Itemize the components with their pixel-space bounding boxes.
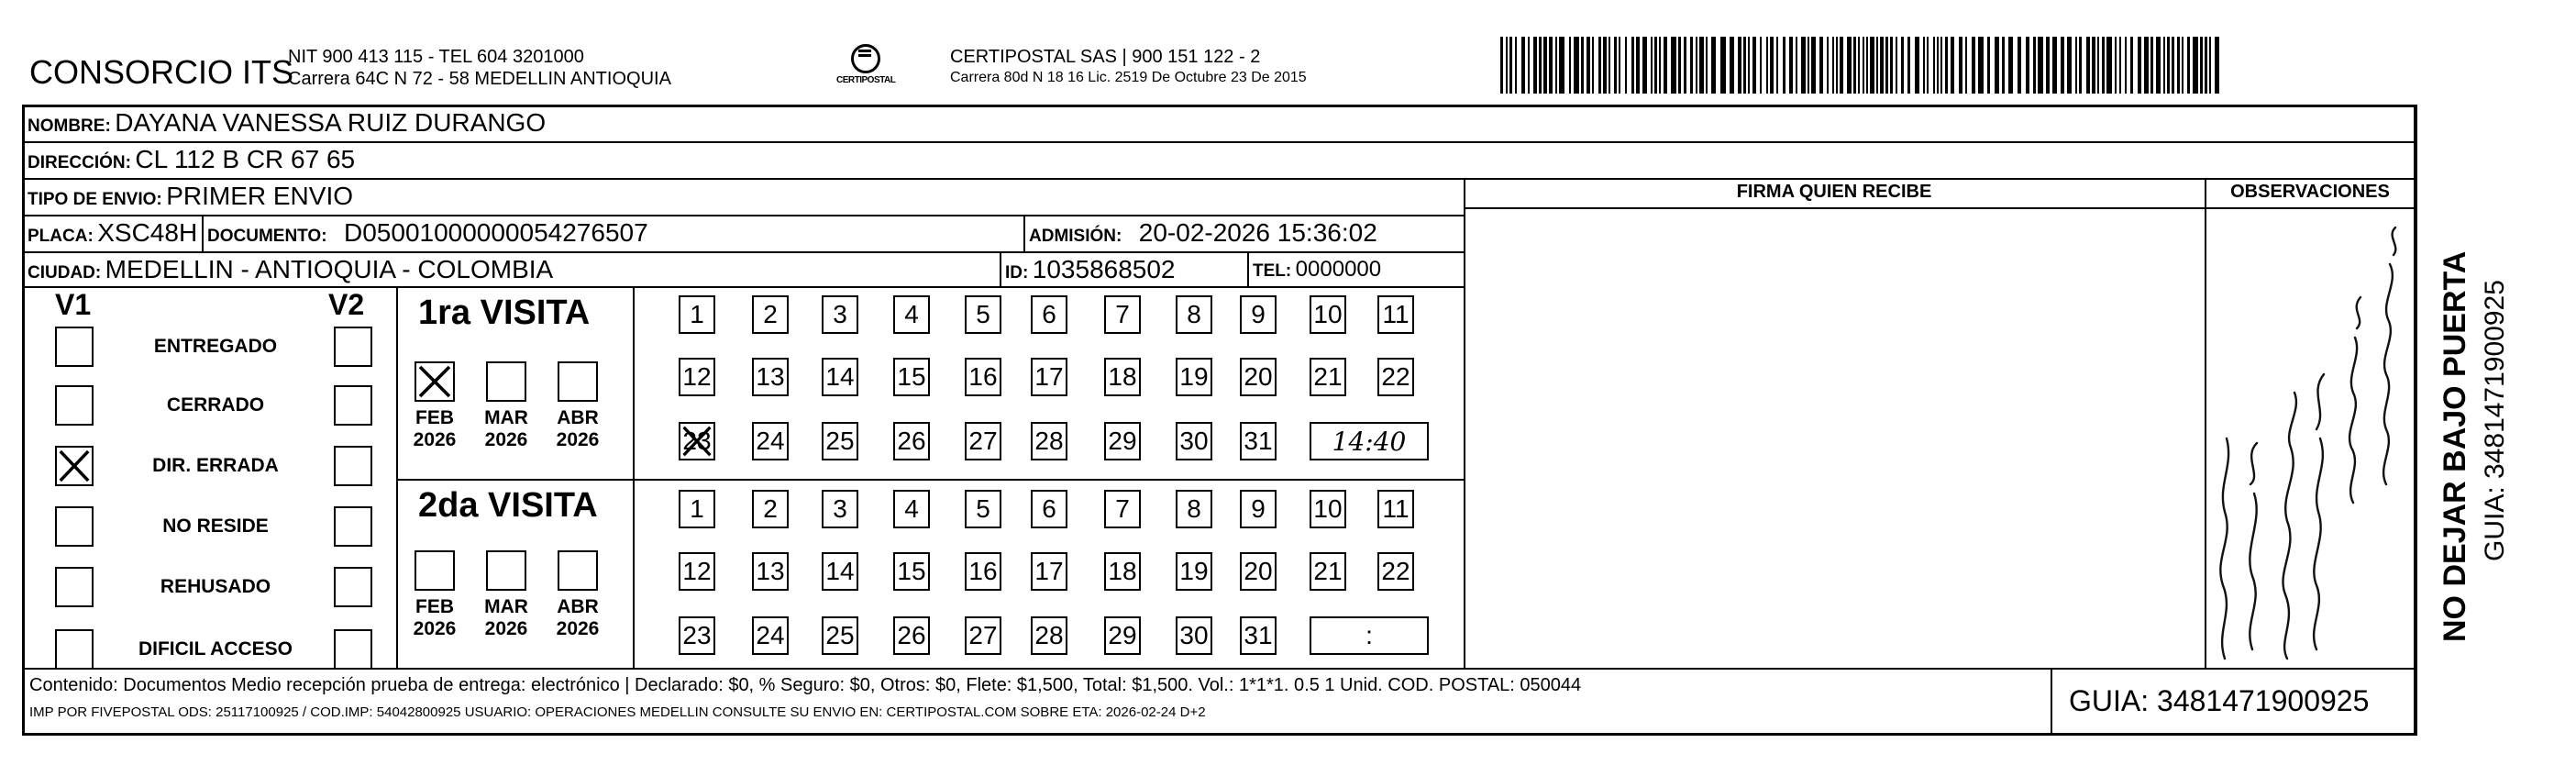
direccion-value: CL 112 B CR 67 65 [135, 145, 356, 173]
visit1-day-box[interactable]: 10 [1310, 295, 1346, 334]
visit2-day-box[interactable]: 31 [1240, 616, 1277, 655]
tel-value: 0000000 [1295, 257, 1382, 282]
visit1-day-box[interactable]: 28 [1031, 422, 1067, 460]
visit1-day-box[interactable]: 8 [1176, 295, 1212, 334]
visit2-day-box[interactable]: 20 [1240, 552, 1277, 591]
visit1-month-checkbox[interactable] [558, 361, 598, 402]
visit1-day-box[interactable]: 29 [1104, 422, 1141, 460]
ciudad-value: MEDELLIN - ANTIOQUIA - COLOMBIA [105, 255, 554, 283]
visit1-day-box[interactable]: 23 [679, 422, 715, 460]
tipo-field [28, 182, 353, 211]
footer-line2: IMP POR FIVEPOSTAL ODS: 25117100925 / COD.IMP: 54042800925 USUARIO: OPERACIONES MEDELLIN CONSULTE SU ENVIO EN: CERTIPOSTAL.COM SOBRE ETA: 2026-02-24 D+2 [29, 704, 1206, 720]
rule [2414, 105, 2416, 736]
rule [22, 215, 1464, 216]
v2-checkbox[interactable] [334, 446, 372, 486]
firma-header: FIRMA QUIEN RECIBE [1736, 182, 1932, 202]
visit1-day-box[interactable]: 3 [822, 295, 858, 334]
ciudad-label: CIUDAD: [28, 263, 102, 283]
visit1-day-box[interactable]: 2 [752, 295, 789, 334]
side-guia: GUIA: 3481471900925 [2480, 280, 2510, 561]
observaciones-header: OBSERVACIONES [2230, 182, 2390, 202]
visit1-day-box[interactable]: 15 [893, 358, 930, 396]
visit2-day-box[interactable]: 24 [752, 616, 789, 655]
visit1-day-box[interactable]: 30 [1176, 422, 1212, 460]
visit1-day-box[interactable]: 6 [1031, 295, 1067, 334]
visit2-month-label: FEB 2026 [413, 596, 457, 639]
certi-line1: CERTIPOSTAL SAS | 900 151 122 - 2 [950, 47, 1261, 67]
certipostal-logo [829, 42, 902, 97]
visit2-day-box[interactable]: 16 [965, 552, 1001, 591]
visit1-time-box[interactable]: 14:40 [1310, 422, 1429, 460]
visit1-month-checkbox[interactable] [415, 361, 455, 402]
placa-value: XSC48H [97, 218, 198, 247]
visit1-day-box[interactable]: 4 [893, 295, 930, 334]
visit1-day-box[interactable]: 22 [1377, 358, 1414, 396]
visit2-day-box[interactable]: 27 [965, 616, 1001, 655]
visit2-day-box[interactable]: 28 [1031, 616, 1067, 655]
visit1-month-label: ABR 2026 [556, 407, 600, 450]
footer-line1: Contenido: Documentos Medio recepción prueba de entrega: electrónico | Declarado: $0, % Seguro: $0, Otros: $0, Flete: $1,500, Total: $1,500. Vol.: 1*1*1. 0.5 1 Unid. COD. POSTAL: 050044 [29, 675, 1582, 695]
visit2-month-label: MAR 2026 [484, 596, 528, 639]
observaciones-handwriting [2206, 209, 2414, 668]
visit2-day-box[interactable]: 19 [1176, 552, 1212, 591]
visit1-month-checkbox[interactable] [486, 361, 526, 402]
visit2-day-box[interactable]: 13 [752, 552, 789, 591]
v1-checkbox[interactable] [55, 506, 94, 547]
rule [396, 479, 1464, 481]
visit1-day-box[interactable]: 24 [752, 422, 789, 460]
visit1-day-box[interactable]: 27 [965, 422, 1001, 460]
visit2-day-box[interactable]: 9 [1240, 490, 1277, 528]
visit1-day-box[interactable]: 5 [965, 295, 1001, 334]
visit1-day-box[interactable]: 21 [1310, 358, 1346, 396]
visit2-day-box[interactable]: 3 [822, 490, 858, 528]
visit1-day-box[interactable]: 1 [679, 295, 715, 334]
visit2-month-checkbox[interactable] [558, 550, 598, 591]
visit2-day-box[interactable]: 23 [679, 616, 715, 655]
rule [1000, 251, 1001, 286]
rule [22, 141, 2417, 143]
nombre-value: DAYANA VANESSA RUIZ DURANGO [115, 108, 547, 137]
visit1-day-box[interactable]: 31 [1240, 422, 1277, 460]
v2-checkbox[interactable] [334, 385, 372, 426]
rule [22, 286, 1464, 288]
address-line: Carrera 64C N 72 - 58 MEDELLIN ANTIOQUIA [288, 69, 671, 89]
v2-label: V2 [328, 288, 365, 321]
admision-value: 20-02-2026 15:36:02 [1138, 218, 1377, 247]
v1-checkbox[interactable] [55, 567, 94, 607]
status-label: REHUSADO [160, 576, 271, 597]
documento-label: DOCUMENTO: [207, 227, 327, 246]
documento-field [207, 218, 648, 248]
documento-value: D05001000000054276507 [344, 218, 648, 247]
visit2-day-box[interactable]: 21 [1310, 552, 1346, 591]
tel-label: TEL: [1253, 261, 1292, 281]
visit2-day-box[interactable]: 22 [1377, 552, 1414, 591]
visit2-day-box[interactable]: 14 [822, 552, 858, 591]
tipo-label: TIPO DE ENVIO: [28, 190, 162, 209]
visit2-day-box[interactable]: 29 [1104, 616, 1141, 655]
visit1-day-box[interactable]: 19 [1176, 358, 1212, 396]
visit1-day-box[interactable]: 9 [1240, 295, 1277, 334]
rule [2051, 668, 2052, 736]
visit2-day-box[interactable]: 5 [965, 490, 1001, 528]
v1-checkbox[interactable] [55, 385, 94, 426]
visit1-month-label: FEB 2026 [413, 407, 457, 450]
barcode [1500, 37, 2225, 94]
visit2-month-label: ABR 2026 [556, 596, 600, 639]
rule [1023, 215, 1025, 251]
admision-field [1029, 218, 1377, 248]
v1-checkbox[interactable] [55, 327, 94, 367]
v2-checkbox[interactable] [334, 629, 372, 670]
v2-checkbox[interactable] [334, 506, 372, 547]
id-value: 1035868502 [1032, 255, 1176, 283]
status-label: ENTREGADO [153, 336, 278, 357]
visit2-day-box[interactable]: 7 [1104, 490, 1141, 528]
v1-label: V1 [55, 288, 92, 321]
visit2-month-checkbox[interactable] [486, 550, 526, 591]
rule [396, 286, 398, 668]
visit1-day-box[interactable]: 25 [822, 422, 858, 460]
visit2-day-box[interactable]: 10 [1310, 490, 1346, 528]
placa-field [28, 218, 197, 248]
visit1-title: 1ra VISITA [418, 294, 591, 332]
tipo-value: PRIMER ENVIO [166, 182, 354, 210]
rule [202, 215, 204, 251]
v2-checkbox[interactable] [334, 567, 372, 607]
id-label: ID: [1005, 263, 1029, 283]
status-label: DIFICIL ACCESO [138, 638, 293, 660]
visit2-day-box[interactable]: 18 [1104, 552, 1141, 591]
rule [22, 668, 2417, 670]
rule [1464, 178, 1465, 668]
rule [633, 286, 635, 668]
direccion-field [28, 145, 355, 174]
company-name: CONSORCIO ITS [29, 53, 294, 91]
v1-checkbox[interactable] [55, 629, 94, 670]
visit2-day-box[interactable]: 30 [1176, 616, 1212, 655]
status-label: DIR. ERRADA [152, 455, 279, 476]
ciudad-field [28, 255, 553, 284]
status-label: NO RESIDE [162, 516, 269, 537]
tel-field [1253, 257, 1381, 283]
rule [22, 178, 2417, 180]
v2-checkbox[interactable] [334, 327, 372, 367]
visit2-day-box[interactable]: 12 [679, 552, 715, 591]
visit1-day-box[interactable]: 18 [1104, 358, 1141, 396]
certi-line2: Carrera 80d N 18 16 Lic. 2519 De Octubre 23 De 2015 [950, 70, 1307, 85]
no-dejar-bajo-puerta: NO DEJAR BAJO PUERTA [2438, 250, 2472, 642]
visit1-day-box[interactable]: 26 [893, 422, 930, 460]
visit2-day-box[interactable]: 1 [679, 490, 715, 528]
visit2-day-box[interactable]: 25 [822, 616, 858, 655]
placa-label: PLACA: [28, 227, 94, 246]
visit2-day-box[interactable]: 2 [752, 490, 789, 528]
visit1-day-box[interactable]: 7 [1104, 295, 1141, 334]
visit2-time-box[interactable]: : [1310, 616, 1429, 655]
id-field [1005, 255, 1176, 284]
nombre-label: NOMBRE: [28, 116, 111, 136]
visit2-month-checkbox[interactable] [415, 550, 455, 591]
nombre-field [28, 108, 546, 138]
v1-checkbox[interactable] [55, 446, 94, 486]
visit2-day-box[interactable]: 26 [893, 616, 930, 655]
visit2-day-box[interactable]: 15 [893, 552, 930, 591]
footer-guia: GUIA: 3481471900925 [2069, 684, 2370, 717]
visit2-title: 2da VISITA [418, 486, 598, 525]
rule [1247, 251, 1249, 286]
visit2-day-box[interactable]: 6 [1031, 490, 1067, 528]
visit2-day-box[interactable]: 17 [1031, 552, 1067, 591]
visit1-day-box[interactable]: 12 [679, 358, 715, 396]
nit-line: NIT 900 413 115 - TEL 604 3201000 [288, 47, 584, 67]
logo-text: CERTIPOSTAL [836, 75, 896, 85]
direccion-label: DIRECCIÓN: [28, 153, 131, 172]
admision-label: ADMISIÓN: [1029, 227, 1122, 246]
visit1-day-box[interactable]: 20 [1240, 358, 1277, 396]
visit2-day-box[interactable]: 11 [1377, 490, 1414, 528]
visit1-month-label: MAR 2026 [484, 407, 528, 450]
visit1-day-box[interactable]: 17 [1031, 358, 1067, 396]
visit1-day-box[interactable]: 13 [752, 358, 789, 396]
status-label: CERRADO [166, 394, 265, 416]
visit2-day-box[interactable]: 8 [1176, 490, 1212, 528]
visit1-day-box[interactable]: 16 [965, 358, 1001, 396]
visit1-day-box[interactable]: 14 [822, 358, 858, 396]
visit1-day-box[interactable]: 11 [1377, 295, 1414, 334]
visit2-day-box[interactable]: 4 [893, 490, 930, 528]
